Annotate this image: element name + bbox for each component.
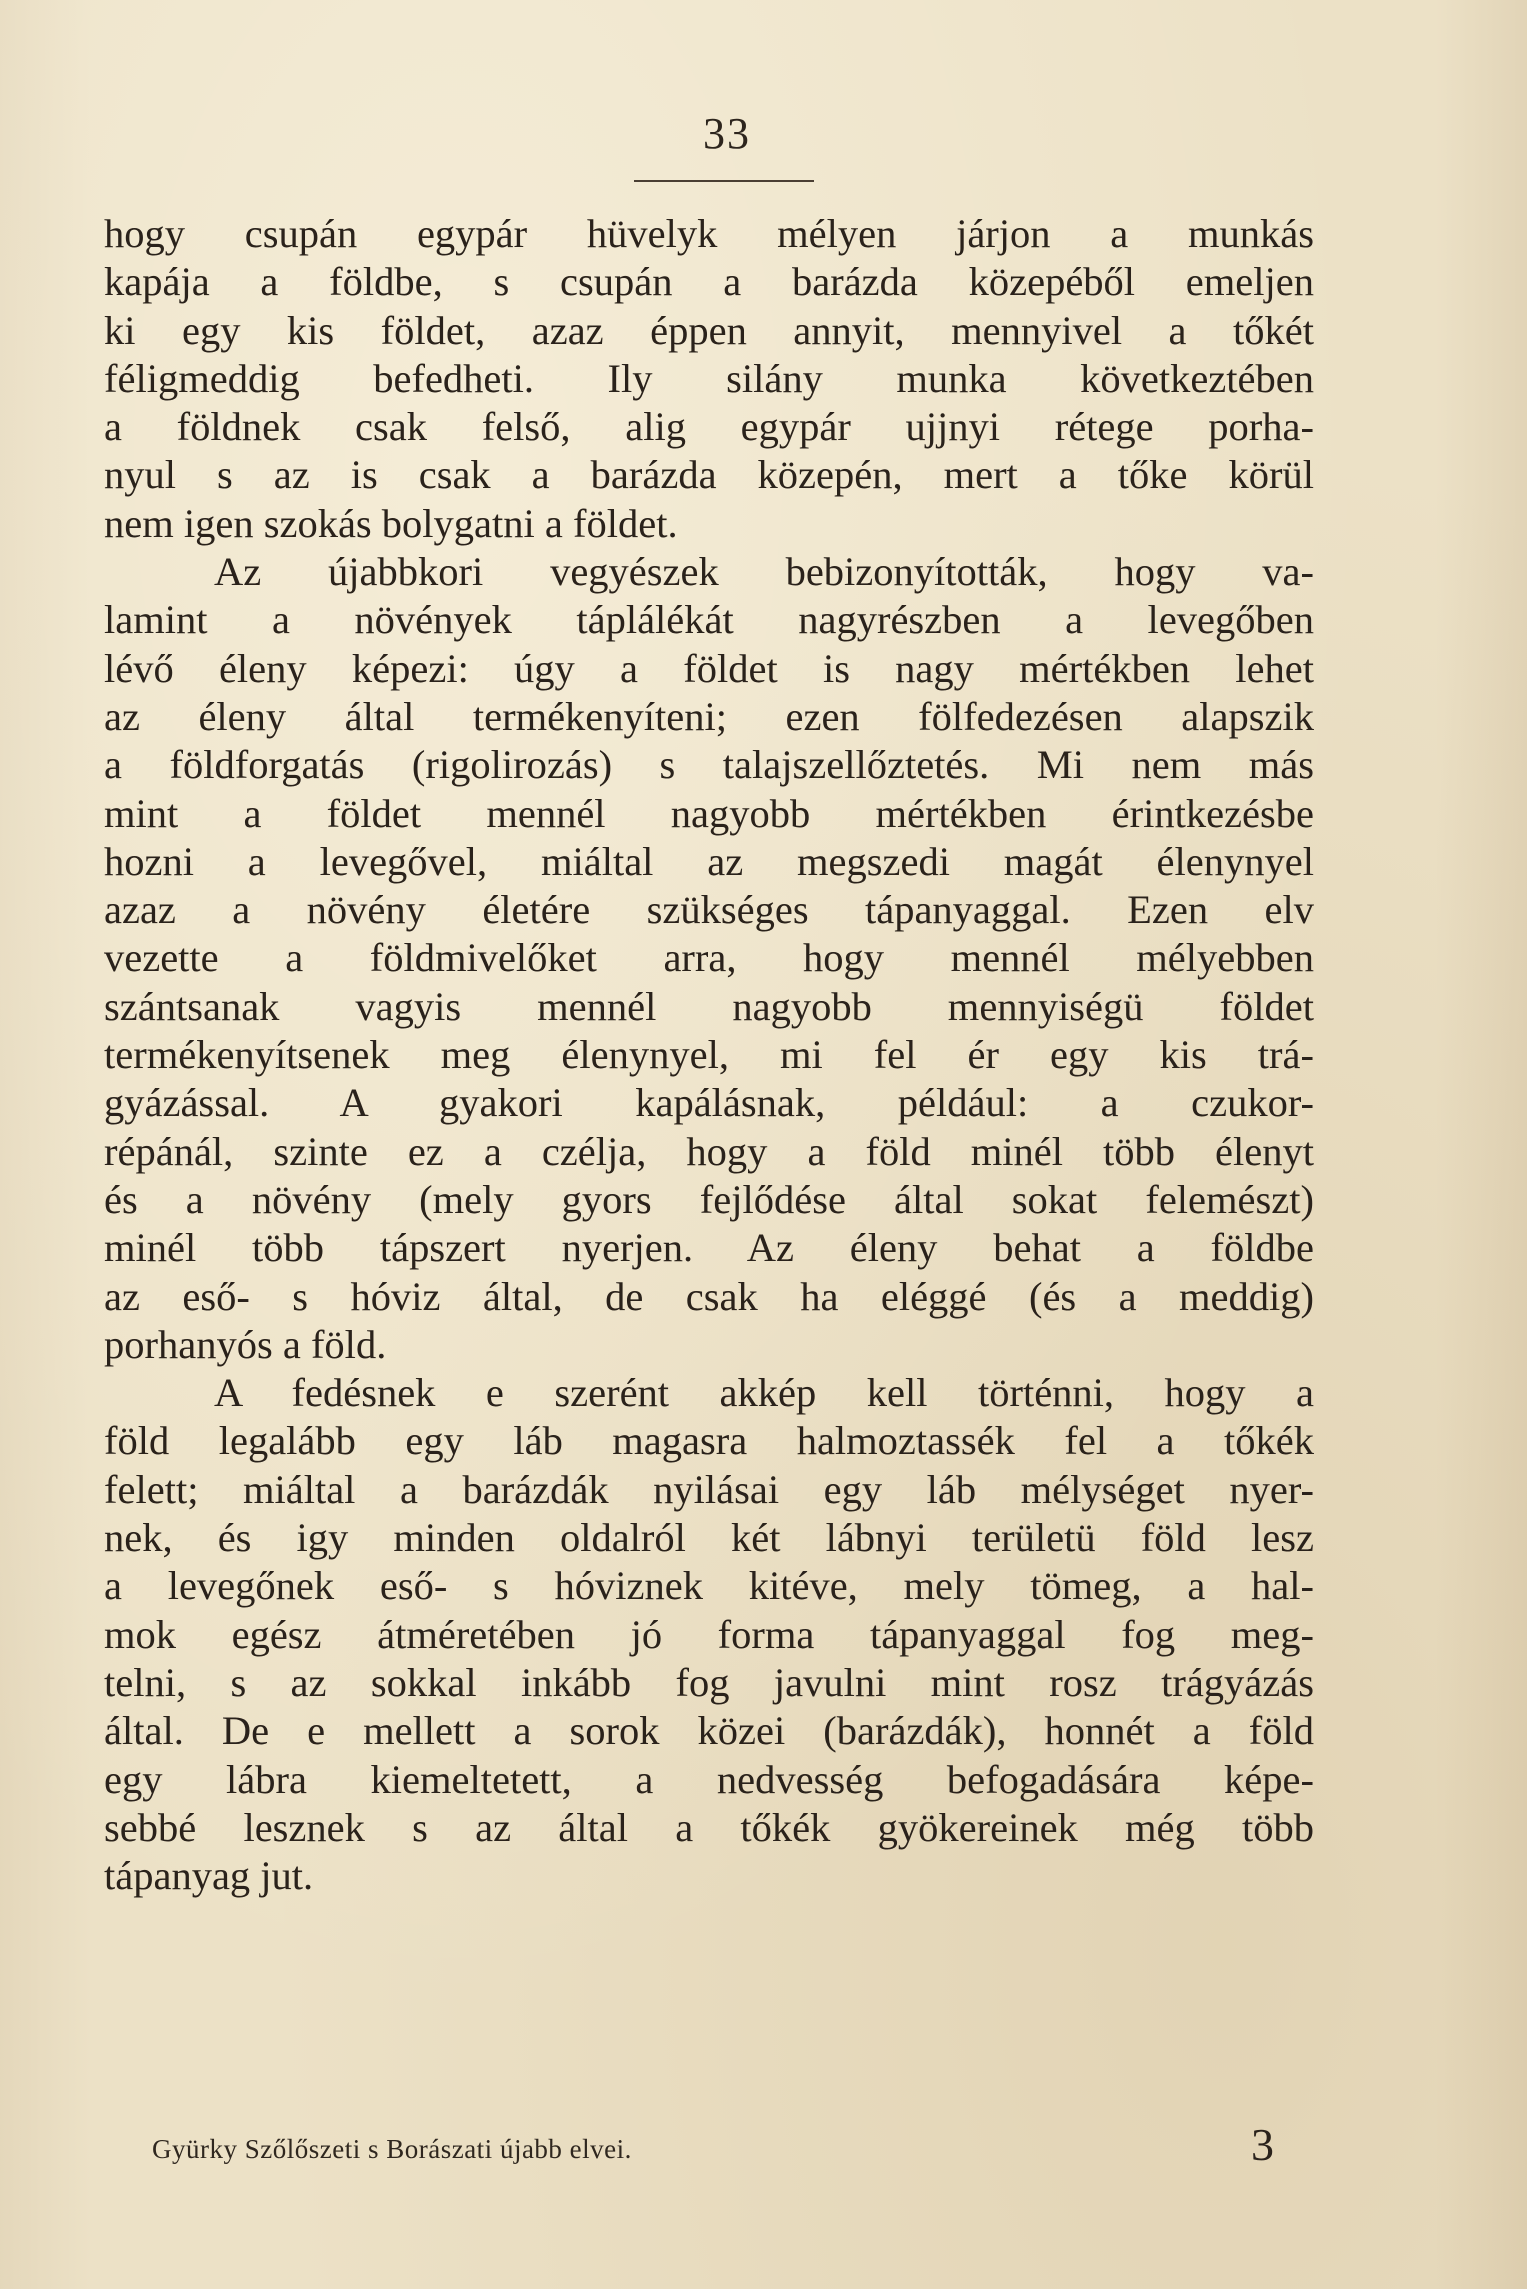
text-line: lévő éleny képezi: úgy a földet is nagy mértékben lehet [104,645,1314,691]
text-line: a földnek csak felső, alig egypár ujjnyi rétege porha- [104,404,1314,450]
footer [152,2118,1274,2174]
text-line: kapája a földbe, s csupán a barázda közepéből emeljen [104,259,1314,305]
paragraph-start-line: Az újabbkori vegyészek bebizonyították, hogy va- [214,549,1314,595]
text-line: hogy csupán egypár hüvelyk mélyen járjon a munkás [104,211,1314,256]
text-line: nyul s az is csak a barázda közepén, mert a tőke körül [104,452,1314,498]
text-line: az éleny által termékenyíteni; ezen fölfedezésen alapszik [104,693,1314,739]
paragraph-end-line: tápanyag jut. [104,1853,314,1899]
text-line: által. De e mellett a sorok közei (barázdák), honnét a föld [104,1708,1314,1754]
text-line: mint a földet mennél nagyobb mértékben érintkezésbe [104,790,1314,836]
text-line: mok egész átméretében jó forma tápanyaggal fog meg- [104,1611,1314,1657]
text-line: gyázással. A gyakori kapálásnak, például: a czukor- [104,1080,1314,1126]
paragraph-end-line: porhanyós a föld. [104,1321,387,1367]
text-line: lamint a növények táplálékát nagyrészben a levegőben [104,597,1314,643]
text-line: az eső- s hóviz által, de csak ha eléggé (és a meddig) [104,1273,1314,1319]
text-line: felett; miáltal a barázdák nyilásai egy láb mélységet nyer- [104,1466,1314,1512]
text-line: féligmeddig befedheti. Ily silány munka következtében [104,355,1314,401]
paragraph-end-line: nem igen szokás bolygatni a földet. [104,500,678,546]
text-line: nek, és igy minden oldalról két lábnyi területü föld lesz [104,1515,1314,1561]
text-line: és a növény (mely gyors fejlődése által sokat felemészt) [104,1176,1314,1222]
text-line: a földforgatás (rigolirozás) s talajszellőztetés. Mi nem más [104,742,1314,788]
page-number: 33 [703,109,751,158]
header-rule [634,180,814,182]
text-line: szántsanak vagyis mennél nagyobb mennyiségü földet [104,983,1314,1029]
text-line: minél több tápszert nyerjen. Az éleny behat a földbe [104,1225,1314,1271]
text-line: termékenyítsenek meg élenynyel, mi fel ér egy kis trá- [104,1032,1314,1078]
text-line: a levegőnek eső- s hóviznek kitéve, mely tömeg, a hal- [104,1563,1314,1609]
paragraph-start-line: A fedésnek e szerént akkép kell történni, hogy a [214,1370,1314,1416]
body-text [104,210,1314,1900]
text-line: azaz a növény életére szükséges tápanyaggal. Ezen elv [104,887,1314,933]
text-line: telni, s az sokkal inkább fog javulni mint rosz trágyázás [104,1659,1314,1705]
text-line: ki egy kis földet, azaz éppen annyit, mennyivel a tőkét [104,307,1314,353]
signature-line: Gyürky Szőlőszeti s Borászati újabb elvei. [152,2134,632,2164]
text-line: egy lábra kiemeltetett, a nedvesség befogadására képe- [104,1756,1314,1802]
text-line: vezette a földmivelőket arra, hogy mennél mélyebben [104,935,1314,981]
signature-number: 3 [1251,2119,1274,2170]
text-line: répánál, szinte ez a czélja, hogy a föld minél több élenyt [104,1128,1314,1174]
text-line: föld legalább egy láb magasra halmoztassék fel a tőkék [104,1418,1314,1464]
text-line: sebbé lesznek s az által a tőkék gyökereinek még több [104,1804,1314,1850]
text-line: hozni a levegővel, miáltal az megszedi magát élenynyel [104,838,1314,884]
